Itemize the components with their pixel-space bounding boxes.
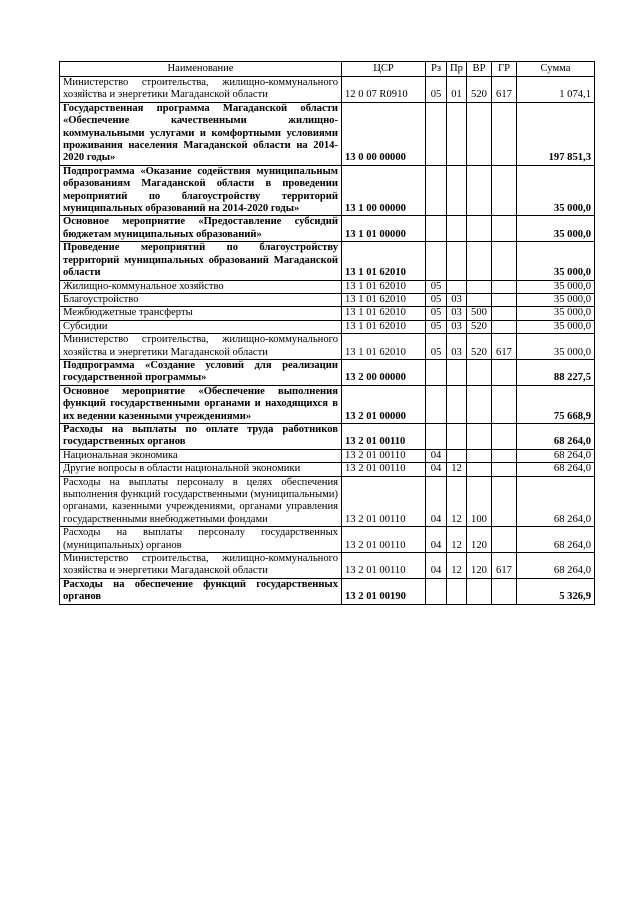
table-row [60, 578, 595, 604]
row-sum-cell: 35 000,0 [517, 165, 595, 216]
row-name-cell: Министерство строительства, жилищно-коммунального хозяйства и энергетики Магаданской области [60, 334, 342, 360]
row-gr-cell [492, 476, 517, 527]
row-sum-cell: 35 000,0 [517, 293, 595, 306]
row-rz-cell: 05 [426, 293, 447, 306]
row-rz-cell [426, 216, 447, 242]
table-row [60, 385, 595, 423]
row-vr-cell [467, 463, 492, 476]
row-name-cell: Основное мероприятие «Предоставление субсидий бюджетам муниципальных образований» [60, 216, 342, 242]
row-vr-cell: 520 [467, 77, 492, 103]
row-sum-cell: 88 227,5 [517, 359, 595, 385]
row-name-cell: Проведение мероприятий по благоустройству территорий муниципальных образований Магаданской области [60, 242, 342, 280]
row-name-cell: Расходы на выплаты персоналу в целях обеспечения выполнения функций государственными (муниципальными) органами, казенными учреждениями, органами управления государственными внебюджетными фондами [60, 476, 342, 527]
header-csr: ЦСР [342, 62, 426, 77]
row-rz-cell: 04 [426, 463, 447, 476]
row-gr-cell: 617 [492, 553, 517, 579]
row-sum-cell: 68 264,0 [517, 527, 595, 553]
row-csr-cell: 13 1 00 00000 [342, 165, 426, 216]
row-csr-cell: 13 2 01 00110 [342, 449, 426, 462]
row-rz-cell [426, 102, 447, 165]
row-csr-cell: 13 2 01 00110 [342, 463, 426, 476]
row-sum-cell: 1 074,1 [517, 77, 595, 103]
table-row [60, 77, 595, 103]
row-rz-cell: 05 [426, 334, 447, 360]
row-csr-cell: 13 2 01 00110 [342, 527, 426, 553]
row-name-cell: Жилищно-коммунальное хозяйство [60, 280, 342, 293]
row-pr-cell: 12 [447, 553, 467, 579]
row-csr-cell: 13 2 01 00190 [342, 578, 426, 604]
row-vr-cell [467, 423, 492, 449]
table-row [60, 423, 595, 449]
row-vr-cell [467, 359, 492, 385]
row-gr-cell [492, 359, 517, 385]
row-gr-cell [492, 385, 517, 423]
table-row [60, 449, 595, 462]
row-gr-cell [492, 216, 517, 242]
row-rz-cell: 04 [426, 476, 447, 527]
row-sum-cell: 68 264,0 [517, 423, 595, 449]
header-gr: ГР [492, 62, 517, 77]
row-pr-cell [447, 578, 467, 604]
row-name-cell: Другие вопросы в области национальной экономики [60, 463, 342, 476]
row-rz-cell: 04 [426, 449, 447, 462]
table-body [60, 77, 595, 605]
table-row [60, 307, 595, 320]
row-csr-cell: 13 0 00 00000 [342, 102, 426, 165]
budget-table [59, 61, 595, 605]
row-sum-cell: 35 000,0 [517, 216, 595, 242]
row-vr-cell [467, 293, 492, 306]
row-csr-cell: 13 1 01 62010 [342, 307, 426, 320]
row-rz-cell [426, 423, 447, 449]
row-name-cell: Министерство строительства, жилищно-коммунального хозяйства и энергетики Магаданской области [60, 77, 342, 103]
row-vr-cell: 100 [467, 476, 492, 527]
row-vr-cell [467, 165, 492, 216]
row-gr-cell [492, 280, 517, 293]
row-pr-cell: 03 [447, 320, 467, 333]
row-pr-cell [447, 423, 467, 449]
row-pr-cell [447, 165, 467, 216]
row-name-cell: Субсидии [60, 320, 342, 333]
row-csr-cell: 13 1 01 00000 [342, 216, 426, 242]
row-csr-cell: 13 2 01 00110 [342, 553, 426, 579]
row-gr-cell [492, 165, 517, 216]
row-pr-cell [447, 359, 467, 385]
row-gr-cell [492, 449, 517, 462]
row-name-cell: Благоустройство [60, 293, 342, 306]
row-sum-cell: 5 326,9 [517, 578, 595, 604]
row-gr-cell [492, 242, 517, 280]
header-sum: Сумма [517, 62, 595, 77]
row-name-cell: Национальная экономика [60, 449, 342, 462]
row-sum-cell: 68 264,0 [517, 553, 595, 579]
row-vr-cell [467, 385, 492, 423]
row-sum-cell: 197 851,3 [517, 102, 595, 165]
row-sum-cell: 35 000,0 [517, 320, 595, 333]
row-pr-cell: 12 [447, 527, 467, 553]
row-sum-cell: 35 000,0 [517, 242, 595, 280]
row-gr-cell [492, 423, 517, 449]
row-sum-cell: 68 264,0 [517, 449, 595, 462]
table-row [60, 527, 595, 553]
row-sum-cell: 35 000,0 [517, 334, 595, 360]
header-vr: ВР [467, 62, 492, 77]
row-vr-cell: 520 [467, 320, 492, 333]
table-header-row [60, 62, 595, 77]
table-row [60, 463, 595, 476]
row-name-cell: Государственная программа Магаданской области «Обеспечение качественными жилищно-коммунальными услугами и комфортными условиями проживания населения Магаданской области на 2014-2020 годы» [60, 102, 342, 165]
row-name-cell: Расходы на обеспечение функций государственных органов [60, 578, 342, 604]
table-row [60, 242, 595, 280]
row-pr-cell: 03 [447, 307, 467, 320]
table-row [60, 553, 595, 579]
row-sum-cell: 35 000,0 [517, 280, 595, 293]
row-sum-cell: 68 264,0 [517, 463, 595, 476]
row-name-cell: Межбюджетные трансферты [60, 307, 342, 320]
row-csr-cell: 13 1 01 62010 [342, 293, 426, 306]
row-gr-cell [492, 463, 517, 476]
row-pr-cell [447, 385, 467, 423]
table-row [60, 165, 595, 216]
row-gr-cell [492, 307, 517, 320]
row-csr-cell: 13 2 01 00110 [342, 476, 426, 527]
row-rz-cell [426, 578, 447, 604]
row-vr-cell [467, 578, 492, 604]
table-row [60, 359, 595, 385]
row-sum-cell: 35 000,0 [517, 307, 595, 320]
row-gr-cell [492, 527, 517, 553]
row-vr-cell [467, 102, 492, 165]
row-csr-cell: 13 1 01 62010 [342, 242, 426, 280]
table-row [60, 102, 595, 165]
row-vr-cell [467, 216, 492, 242]
row-rz-cell [426, 242, 447, 280]
table-row [60, 216, 595, 242]
row-pr-cell [447, 280, 467, 293]
row-vr-cell: 520 [467, 334, 492, 360]
row-vr-cell [467, 449, 492, 462]
row-gr-cell [492, 293, 517, 306]
header-pr: Пр [447, 62, 467, 77]
row-vr-cell: 120 [467, 527, 492, 553]
row-rz-cell [426, 165, 447, 216]
row-gr-cell [492, 578, 517, 604]
row-csr-cell: 13 1 01 62010 [342, 280, 426, 293]
row-name-cell: Основное мероприятие «Обеспечение выполнения функций государственными органами и находящихся в их ведении казенными учреждениями» [60, 385, 342, 423]
row-pr-cell [447, 449, 467, 462]
table-row [60, 476, 595, 527]
row-pr-cell: 01 [447, 77, 467, 103]
row-pr-cell: 03 [447, 334, 467, 360]
row-csr-cell: 12 0 07 R0910 [342, 77, 426, 103]
row-gr-cell [492, 320, 517, 333]
row-vr-cell [467, 280, 492, 293]
row-rz-cell: 05 [426, 280, 447, 293]
row-rz-cell: 05 [426, 77, 447, 103]
row-csr-cell: 13 1 01 62010 [342, 320, 426, 333]
document-page [59, 61, 595, 605]
row-pr-cell: 12 [447, 463, 467, 476]
row-name-cell: Министерство строительства, жилищно-коммунального хозяйства и энергетики Магаданской области [60, 553, 342, 579]
row-rz-cell: 04 [426, 527, 447, 553]
row-rz-cell: 05 [426, 307, 447, 320]
row-sum-cell: 75 668,9 [517, 385, 595, 423]
row-csr-cell: 13 2 01 00000 [342, 385, 426, 423]
row-pr-cell: 03 [447, 293, 467, 306]
table-row [60, 320, 595, 333]
row-vr-cell: 500 [467, 307, 492, 320]
header-rz: Рз [426, 62, 447, 77]
row-pr-cell: 12 [447, 476, 467, 527]
row-pr-cell [447, 216, 467, 242]
row-sum-cell: 68 264,0 [517, 476, 595, 527]
row-name-cell: Подпрограмма «Оказание содействия муниципальным образованиям Магаданской области в проведении мероприятий по благоустройству территорий муниципальных образований на 2014-2020 годы» [60, 165, 342, 216]
row-name-cell: Подпрограмма «Создание условий для реализации государственной программы» [60, 359, 342, 385]
row-csr-cell: 13 1 01 62010 [342, 334, 426, 360]
row-gr-cell: 617 [492, 77, 517, 103]
row-vr-cell: 120 [467, 553, 492, 579]
table-row [60, 334, 595, 360]
row-rz-cell [426, 385, 447, 423]
row-pr-cell [447, 242, 467, 280]
row-vr-cell [467, 242, 492, 280]
header-name: Наименование [60, 62, 342, 77]
row-name-cell: Расходы на выплаты по оплате труда работников государственных органов [60, 423, 342, 449]
row-csr-cell: 13 2 01 00110 [342, 423, 426, 449]
row-csr-cell: 13 2 00 00000 [342, 359, 426, 385]
row-rz-cell: 04 [426, 553, 447, 579]
row-name-cell: Расходы на выплаты персоналу государственных (муниципальных) органов [60, 527, 342, 553]
row-rz-cell [426, 359, 447, 385]
table-row [60, 293, 595, 306]
row-rz-cell: 05 [426, 320, 447, 333]
row-gr-cell [492, 102, 517, 165]
table-row [60, 280, 595, 293]
row-pr-cell [447, 102, 467, 165]
row-gr-cell: 617 [492, 334, 517, 360]
